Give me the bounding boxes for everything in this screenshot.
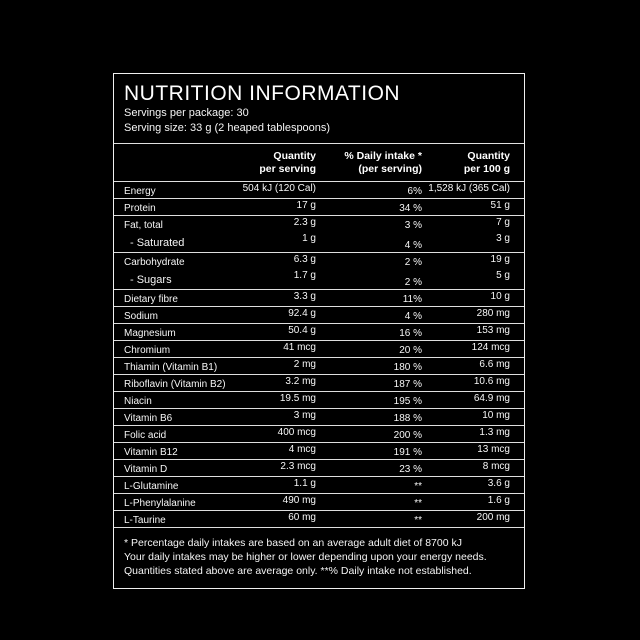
daily-intake-value: 20 % [324,341,424,358]
daily-intake-value: 6% [324,182,424,199]
nutrient-name: - Saturated [114,232,242,253]
table-row [114,358,524,375]
serving-size: Serving size: 33 g (2 heaped tablespoons) [124,122,331,134]
quantity-per-100g-value: 10 g [424,290,524,307]
quantity-per-serving-value: 1 g [242,232,324,253]
header-line: per serving [259,163,316,175]
table-header-row [114,144,524,182]
header-line: per 100 g [463,163,510,175]
daily-intake-value: 23 % [324,460,424,477]
quantity-per-serving-value: 490 mg [242,494,324,511]
quantity-per-100g-value: 1,528 kJ (365 Cal) [424,182,524,199]
daily-intake-value: 191 % [324,443,424,460]
quantity-per-100g-value: 51 g [424,199,524,216]
table-row [114,269,524,290]
nutrient-name: - Sugars [114,269,242,290]
daily-intake-value: 2 % [324,269,424,290]
quantity-per-100g-value: 5 g [424,269,524,290]
footnote-line: Quantities stated above are average only. **% Daily intake not established. [124,565,472,577]
daily-intake-value: 187 % [324,375,424,392]
quantity-per-serving-value: 1.1 g [242,477,324,494]
table-row [114,232,524,253]
table-row [114,324,524,341]
daily-intake-value: 200 % [324,426,424,443]
quantity-per-100g-value: 8 mcg [424,460,524,477]
table-row [114,392,524,409]
table-row [114,477,524,494]
table-row [114,216,524,233]
daily-intake-value: ** [324,494,424,511]
label-header [114,74,524,144]
nutrient-name: L-Glutamine [114,477,242,494]
header-line: % Daily intake * [344,150,422,162]
daily-intake-value: 4 % [324,307,424,324]
label-title: NUTRITION INFORMATION [124,82,401,105]
nutrition-table [114,144,524,528]
table-row [114,511,524,528]
quantity-per-serving-value: 6.3 g [293,254,316,265]
table-row [114,443,524,460]
quantity-per-serving-value: 60 mg [242,511,324,528]
nutrient-name: Vitamin B6 [114,409,242,426]
quantity-per-serving-value: 19.5 mg [242,392,324,409]
quantity-per-100g-value: 3 g [424,232,524,253]
nutrition-label [113,73,525,589]
table-row [114,341,524,358]
nutrient-name: Protein [114,199,242,216]
daily-intake-value: 34 % [324,199,424,216]
quantity-per-100g-value: 7 g [496,217,510,228]
daily-intake-header [324,144,424,182]
nutrient-name: L-Phenylalanine [114,494,242,511]
daily-intake-value: ** [324,477,424,494]
quantity-per-serving-value: 92.4 g [242,307,324,324]
table-row [114,290,524,307]
nutrient-name: Niacin [114,392,242,409]
nutrient-name: Fat, total [124,220,163,231]
nutrient-name: L-Taurine [114,511,242,528]
quantity-per-serving-value: 2 mg [242,358,324,375]
quantity-per-100g-value: 64.9 mg [424,392,524,409]
quantity-per-serving-value: 2.3 mcg [242,460,324,477]
header-line: Quantity [273,150,316,162]
table-row [114,307,524,324]
nutrient-name: Folic acid [114,426,242,443]
quantity-per-serving-value: 3.3 g [242,290,324,307]
quantity-per-100g-value: 3.6 g [424,477,524,494]
daily-intake-value: 11% [324,290,424,307]
quantity-per-serving-value: 17 g [242,199,324,216]
daily-intake-value: 16 % [324,324,424,341]
quantity-per-serving-value: 3 mg [242,409,324,426]
nutrient-name: Riboflavin (Vitamin B2) [114,375,242,392]
nutrient-name: Vitamin D [114,460,242,477]
quantity-per-100g-value: 153 mg [424,324,524,341]
daily-intake-value: 4 % [324,232,424,253]
nutrient-name: Carbohydrate [124,257,185,268]
quantity-per-100g-value: 1.3 mg [424,426,524,443]
quantity-per-100g-value: 13 mcg [424,443,524,460]
quantity-per-100g-value: 6.6 mg [424,358,524,375]
header-line: Quantity [467,150,510,162]
nutrient-name: Vitamin B12 [114,443,242,460]
quantity-per-serving-header [242,144,324,182]
quantity-per-serving-value: 2.3 g [293,217,316,228]
quantity-per-100g-value: 10.6 mg [424,375,524,392]
daily-intake-value: 180 % [324,358,424,375]
nutrient-column-header [114,144,242,182]
quantity-per-100g-value: 10 mg [424,409,524,426]
daily-intake-value: 195 % [324,392,424,409]
table-row [114,460,524,477]
quantity-per-serving-value: 1.7 g [242,269,324,290]
nutrient-name: Dietary fibre [114,290,242,307]
footnotes [114,528,524,588]
quantity-per-serving-value: 4 mcg [242,443,324,460]
nutrient-name: Magnesium [114,324,242,341]
table-row [114,375,524,392]
quantity-per-serving-value: 3.2 mg [242,375,324,392]
nutrient-name: Chromium [114,341,242,358]
quantity-per-100g-value: 280 mg [424,307,524,324]
quantity-per-100g-value: 19 g [490,254,510,265]
table-row [114,182,524,199]
servings-per-package: Servings per package: 30 [124,107,249,119]
table-row [114,199,524,216]
daily-intake-value: ** [324,511,424,528]
footnote-line: * Percentage daily intakes are based on an average adult diet of 8700 kJ [124,537,462,549]
daily-intake-value: 2 % [404,257,422,268]
quantity-per-serving-value: 41 mcg [242,341,324,358]
daily-intake-value: 188 % [324,409,424,426]
quantity-per-100g-value: 1.6 g [424,494,524,511]
nutrient-name: Thiamin (Vitamin B1) [114,358,242,375]
table-row [114,426,524,443]
quantity-per-100g-value: 200 mg [424,511,524,528]
quantity-per-serving-value: 400 mcg [242,426,324,443]
nutrient-name: Sodium [114,307,242,324]
table-row [114,494,524,511]
quantity-per-serving-value: 504 kJ (120 Cal) [242,182,324,199]
header-line: (per serving) [358,163,422,175]
quantity-per-serving-value: 50.4 g [242,324,324,341]
quantity-per-100g-header [424,144,524,182]
table-row [114,409,524,426]
nutrient-name: Energy [114,182,242,199]
daily-intake-value: 3 % [404,220,422,231]
quantity-per-100g-value: 124 mcg [424,341,524,358]
footnote-line: Your daily intakes may be higher or lower depending upon your energy needs. [124,551,487,563]
table-row [114,253,524,270]
